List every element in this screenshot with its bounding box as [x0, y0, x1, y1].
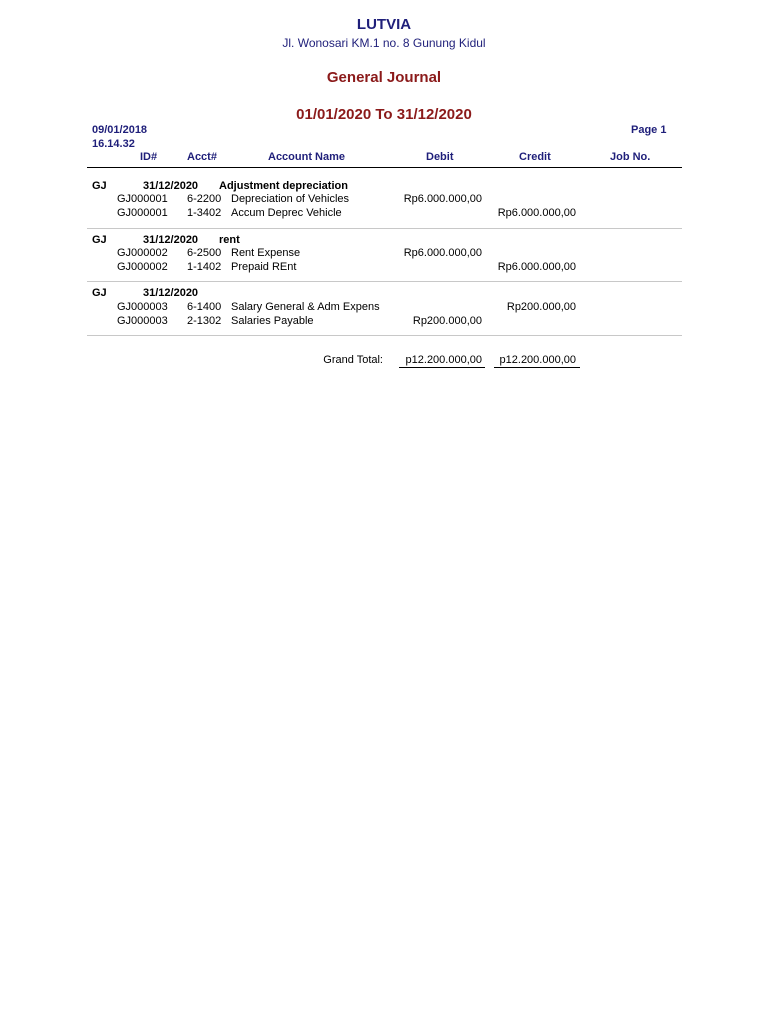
line-id: GJ000003: [117, 315, 168, 327]
line-credit: Rp6.000.000,00: [497, 207, 576, 219]
line-id: GJ000001: [117, 207, 168, 219]
line-id: GJ000001: [117, 193, 168, 205]
report-period: 01/01/2020 To 31/12/2020: [296, 106, 472, 123]
grand-total-debit: p12.200.000,00: [405, 354, 482, 366]
column-header-credit: Credit: [519, 151, 551, 163]
line-debit: Rp200.000,00: [412, 315, 482, 327]
line-acct: 6-2500: [187, 247, 222, 259]
column-header-acct: Acct#: [187, 151, 217, 163]
entry-source: GJ: [92, 287, 107, 299]
entry-divider: [87, 228, 682, 229]
line-debit: Rp6.000.000,00: [403, 193, 482, 205]
entry-memo: rent: [219, 234, 240, 246]
entry-date: 31/12/2020: [143, 234, 199, 246]
line-acct: 6-2200: [187, 193, 222, 205]
line-id: GJ000002: [117, 247, 168, 259]
entry-divider: [87, 281, 682, 282]
grand-total-debit-underline: [399, 367, 485, 368]
grand-total-credit: p12.200.000,00: [499, 354, 576, 366]
line-account-name: Salary General & Adm Expens: [231, 301, 380, 313]
line-account-name: Rent Expense: [231, 247, 301, 259]
line-account-name: Accum Deprec Vehicle: [231, 207, 342, 219]
print-time: 16.14.32: [92, 138, 135, 150]
line-debit: Rp6.000.000,00: [403, 247, 482, 259]
company-address: Jl. Wonosari KM.1 no. 8 Gunung Kidul: [282, 36, 486, 50]
line-credit: Rp6.000.000,00: [497, 261, 576, 273]
column-header-account-name: Account Name: [268, 151, 346, 163]
company-name: LUTVIA: [356, 16, 412, 33]
line-id: GJ000002: [117, 261, 168, 273]
entry-divider: [87, 335, 682, 336]
column-header-job-no: Job No.: [610, 151, 651, 163]
entry-date: 31/12/2020: [143, 287, 199, 299]
entry-source: GJ: [92, 180, 107, 192]
column-header-id: ID#: [140, 151, 158, 163]
print-date: 09/01/2018: [92, 124, 148, 136]
line-acct: 6-1400: [187, 301, 222, 313]
line-id: GJ000003: [117, 301, 168, 313]
entry-source: GJ: [92, 234, 107, 246]
header-divider: [87, 167, 682, 168]
line-account-name: Depreciation of Vehicles: [231, 193, 350, 205]
line-account-name: Salaries Payable: [231, 315, 314, 327]
entry-memo: Adjustment depreciation: [219, 180, 348, 192]
line-acct: 1-1402: [187, 261, 222, 273]
page-number: Page 1: [631, 124, 667, 136]
entry-date: 31/12/2020: [143, 180, 199, 192]
line-acct: 1-3402: [187, 207, 222, 219]
report-title: General Journal: [326, 69, 442, 86]
column-header-debit: Debit: [426, 151, 454, 163]
line-credit: Rp200.000,00: [506, 301, 576, 313]
grand-total-label: Grand Total:: [323, 354, 383, 366]
line-acct: 2-1302: [187, 315, 222, 327]
line-account-name: Prepaid REnt: [231, 261, 297, 273]
grand-total-credit-underline: [494, 367, 580, 368]
